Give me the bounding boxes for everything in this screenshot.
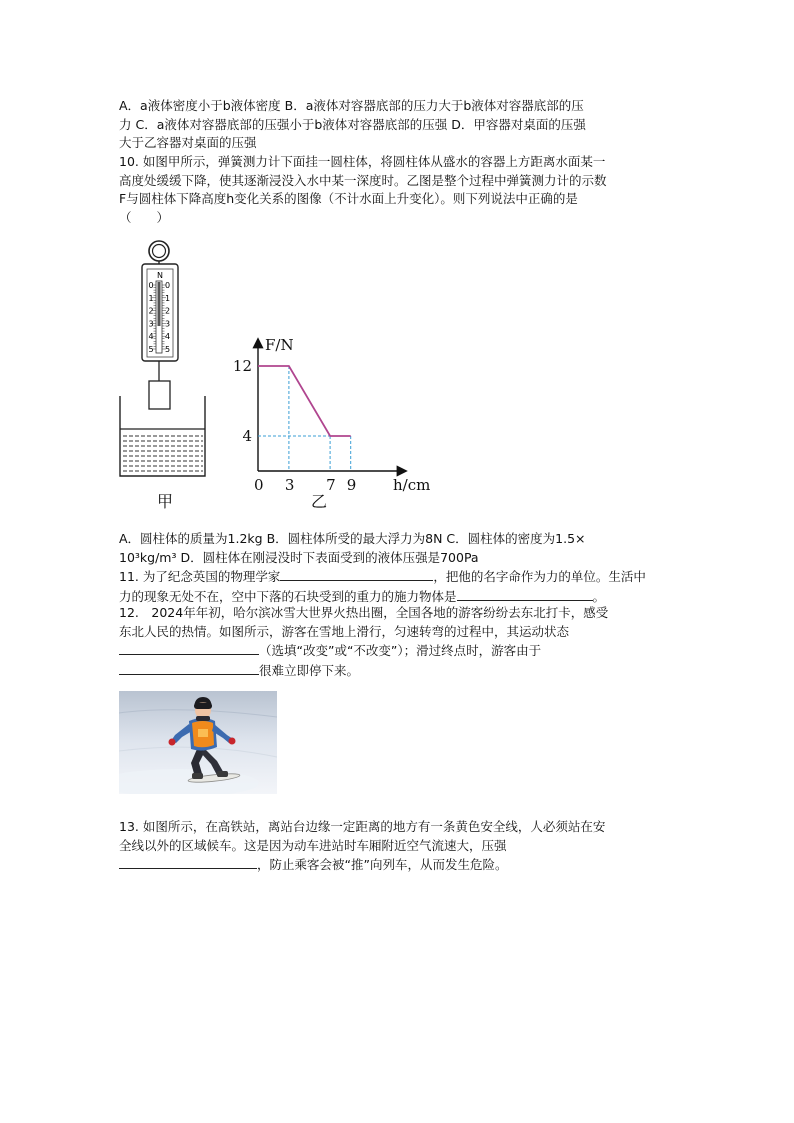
scale-number-right: 4 (165, 332, 171, 342)
scale-number-right: 3 (165, 319, 171, 329)
q10-line1: 10. 如图甲所示，弹簧测力计下面挂一圆柱体，将圆柱体从盛水的容器上方距离水面某一 (119, 154, 606, 169)
q10-stem (119, 153, 675, 227)
scale-number-left: 5 (148, 345, 154, 354)
scale-number-right: 1 (165, 293, 171, 303)
q9-options-line2: 力 C．a液体对容器底部的压强小于b液体对容器底部的压强 D．甲容器对桌面的压强 (119, 116, 586, 132)
x-tick-label: 7 (326, 476, 336, 494)
q12-line4: 很难立即停下来。 (259, 662, 360, 678)
y-axis-label: F/N (265, 336, 294, 354)
q10-line3: F与圆柱体下降高度h变化关系的图像（不计水面上升变化）。则下列说法中正确的是 (119, 191, 578, 206)
q13-line1: 13. 如图所示，在高铁站，离站台边缘一定距离的地方有一条黄色安全线，人必须站在安 (119, 819, 606, 834)
scale-number-right: 2 (165, 306, 171, 316)
q13-blank-pressure[interactable] (119, 855, 257, 869)
cylinder (149, 381, 170, 409)
q9-options-line3: 大于乙容器对桌面的压强 (119, 135, 257, 150)
snowboarder-photo (119, 691, 277, 794)
q11-part3: 力的现象无处不在，空中下落的石块受到的重力的施力物体是 (119, 588, 457, 604)
q12 (119, 604, 675, 680)
y-tick-label: 12 (232, 357, 252, 375)
q9-options (119, 97, 675, 153)
q11-blank-force-source[interactable] (457, 587, 593, 601)
q10-line4: （ ） (119, 209, 170, 225)
q13-line2: 全线以外的区域候车。这是因为动车进站时车厢附近空气流速大，压强 (119, 837, 507, 853)
q9-options-line1: A．a液体密度小于b液体密度 B．a液体对容器底部的压力大于b液体对容器底部的压 (119, 98, 584, 113)
q13 (119, 818, 675, 875)
q12-line2: 东北人民的热情。如图所示，游客在雪地上滑行，匀速转弯的过程中，其运动状态 (119, 623, 570, 639)
y-tick-label: 4 (242, 427, 252, 445)
q12-line1: 12. 2024年年初，哈尔滨冰雪大世界火热出圈，全国各地的游客纷纷去东北打卡，感受 (119, 605, 609, 620)
q13-line3: ，防止乘客会被“推”向列车，从而发生危险。 (257, 857, 508, 872)
q12-line3: （选填“改变”或“不改变”）；滑过终点时，游客由于 (259, 643, 542, 658)
scale-number-left: 0 (148, 281, 154, 290)
scale-number-left: 4 (148, 332, 154, 342)
scale-number-left: 1 (148, 293, 154, 303)
q11-part2: ，把他的名字命作为力的单位。生活中 (433, 569, 646, 584)
force-curve (258, 366, 351, 436)
q11-part4: 。 (592, 588, 606, 604)
figure-jia (110, 238, 220, 478)
q12-blank-motion-state[interactable] (119, 641, 259, 655)
scale-ring-inner (153, 245, 166, 258)
q10-options-line1: A．圆柱体的质量为1.2kg B．圆柱体所受的最大浮力为8N C．圆柱体的密度为1.5× (119, 531, 586, 546)
scale-unit-label: N (157, 271, 163, 280)
figure-yi-label: 乙 (311, 492, 328, 511)
q11-blank-scientist[interactable] (280, 567, 433, 581)
scale-number-left: 3 (148, 319, 154, 329)
figure-jia-label: 甲 (157, 492, 174, 511)
q10-line2: 高度处缓缓下降，使其逐渐浸没入水中某一深度时。乙图是整个过程中弹簧测力计的示数 (119, 172, 607, 188)
scale-number-right: 0 (165, 281, 171, 290)
q11 (119, 567, 675, 606)
q11-part1: 11. 为了纪念英国的物理学家 (119, 569, 281, 584)
q10-options-line2: 10³kg/m³ D．圆柱体在刚浸没时下表面受到的液体压强是700Pa (119, 549, 479, 565)
x-tick-label: 9 (346, 476, 357, 494)
x-tick-label: 3 (284, 476, 295, 494)
scale-number-left: 2 (148, 306, 154, 316)
scale-number-right: 5 (165, 345, 171, 354)
q10-options (119, 530, 675, 567)
q12-blank-reason[interactable] (119, 661, 259, 675)
x-axis-label: h/cm (393, 476, 431, 494)
x-tick-label: 0 (254, 476, 264, 494)
figure-yi-chart (225, 330, 440, 500)
